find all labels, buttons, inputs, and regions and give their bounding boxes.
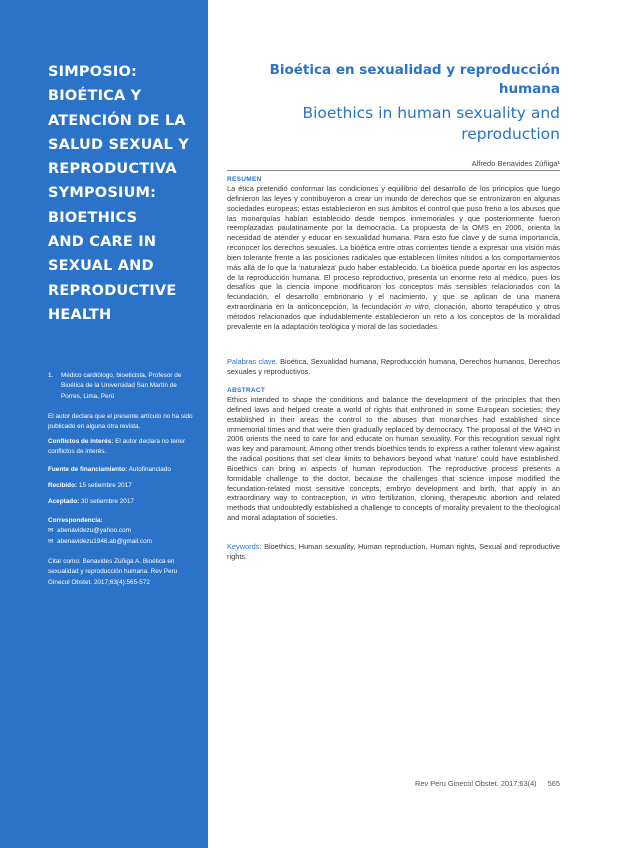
envelope-icon: ✉ [48,537,54,545]
keywords-label: Keywords: [227,542,262,551]
article-title-english: Bioethics in human sexuality and reproduction [302,104,560,143]
author-affiliation [48,371,196,402]
conflicts-text: El autor declara no tener conflictos de interés. [48,438,186,456]
palabras-label: Palabras clave. [227,357,278,366]
resumen-body [227,184,560,332]
resumen-heading: RESUMEN [227,176,262,183]
section-title-line: HEALTH [48,306,112,323]
correspondence-label: Correspondencia: [48,517,103,524]
email-row [48,526,196,536]
section-title-line: BIOÉTICA Y [48,88,142,105]
conflicts-label: Conflictos de interés: [48,438,114,445]
email-link[interactable]: abenavidezu1946.ab@gmail.com [57,537,152,545]
section-title-line: AND CARE IN [48,234,157,251]
section-title-line: SIMPOSIO: [48,64,137,80]
funding-label: Fuente de financiamiento: [48,466,128,473]
affiliation-number: 1. [48,372,54,379]
page-footer [415,779,560,788]
author-name: Alfredo Benavides Zúñiga¹ [471,159,560,168]
correspondence [48,516,196,547]
resumen-tail: , clonación, aborto terapéutico y otros métodos relacionados que indudablemente establecieron un reto a los conceptos de la moralidad prevalente en la adaptación teológica y moral de las sociedades. [227,302,561,331]
funding-text: Autofinanciado [127,466,171,473]
abstract-tail: fertilization, cloning, therapeutic abortion and related methods that undoubtedly established a challenge to concepts of morality prevalent to the theological and moral adaptation of societies. [227,493,560,523]
publication-disclosure: El autor declara que el presente artículo no ha sido publicado en alguna otra revista. [48,413,193,431]
email-link[interactable]: abenavidezu@yahoo.com [57,527,131,535]
section-title-line: SEXUAL AND [48,258,154,275]
section-title-line: BIOETHICS [48,209,138,226]
resumen-text: La ética pretendió conformar las condiciones y equilibrio del desarrollo de los principios que luego definieron las leyes y contribuyeron a crear un mundo de derechos que se entronizaron en algunas sociedades europeas; estas establecieron en sus ámbitos el control que puso freno a los abusos que las monarquías habían establecido desde tiempos inmemoriales y que posteriormente fueron reemplazadas paulatinamente por la democracia. La propuesta de la OMS en 2006, orienta la necesidad de atender y educar en sexualidad humana. Para esto fue clave y de suma importancia, reconocer los derechos sexuales. La bioética entre otras corrientes tiende a expresar una visión más bien tolerante frente a las posiciones radicales que establecen límites nítidos a los comportamientos más allá de lo que la ‘naturaleza’ pudo haber establecido. La bioética puede aportar en los aspectos de la reproducción humana. El proceso reproductivo, presenta un enorme reto al médico, pues los desafíos que la ciencia impone modificaron los conceptos más sensibles relacionados con la fecundación, el desarrollo embrionario y el nacimiento, y que se aplican de una manera extraordinaria en la anticoncepción, la fecundación [227,184,560,312]
section-title-line: SALUD SEXUAL Y [48,136,189,153]
funding-source [48,465,196,475]
resumen-italic: in vitro [405,302,429,312]
sidebar [0,0,208,848]
envelope-icon: ✉ [48,527,54,535]
received-date [48,481,196,491]
section-title-line: REPRODUCTIVA [48,161,177,178]
page-number: 565 [547,779,560,788]
section-title-line: REPRODUCTIVE [48,282,177,299]
journal-reference: Rev Peru Ginecol Obstet. 2017;63(4) [415,779,537,788]
email-row [48,537,196,547]
keywords-text: Bioethics, Human sexuality, Human reproduction, Human rights, Sexual and reproductive rights. [227,542,560,561]
accepted-text: 30 setiembre 2017 [79,498,134,505]
abstract-body [227,395,560,523]
divider [227,170,560,171]
conflicts-of-interest [48,437,196,458]
article-title-spanish: Bioética en sexualidad y reproducción humana [269,62,560,97]
abstract-text: Ethics intended to shape the conditions and balance the development of the principles that then defined laws and helped create a world of rights that enthroned in some European societies; they established in their areas the control to the abuses that monarchies had established since immemorial times and that were then gradually replaced by democracy. The proposal of the WHO in 2006 orients the need to care for and educate on human sexuality. For this recognition sexual right was key and paramount. Among other trends bioethics tends to express a rather tolerant view against the radical positions that set clear limits to behaviors beyond what ‘nature’ could have established. Bioethics can bring in aspects of human reproduction. The reproductive process presents a formidable challenge to the doctor, because the challenges that science impose modified the fecundation-related most sensitive concepts, embryo development and birth, that apply in an extraordinary way to contraception, [227,395,560,503]
received-text: 15 setiembre 2017 [77,482,132,489]
abstract-heading: ABSTRACT [227,387,266,394]
received-label: Recibido: [48,482,78,489]
abstract-italic: in vitro [351,493,376,503]
section-title [48,60,198,327]
palabras-text: Bioética, Sexualidad humana, Reproducción humana, Derechos humanos, Derechos sexuales y reproductivos. [227,357,561,376]
section-title-line: ATENCIÓN DE LA [48,112,186,129]
affiliation-text: Médico cardiólogo, bioeticista, Profesor de Bioética de la Universidad San Martín de Porres, Lima, Perú [61,372,182,400]
keywords [227,542,560,562]
accepted-label: Aceptado: [48,498,80,505]
section-title-line: SYMPOSIUM: [48,185,157,202]
citation: Citar como: Benavides Zúñiga A. Bioética en sexualidad y reproducción humana. Rev Peru Ginecol Obstet. 2017;63(4):565-572 [48,558,178,586]
palabras-clave [227,357,560,377]
accepted-date [48,497,196,507]
